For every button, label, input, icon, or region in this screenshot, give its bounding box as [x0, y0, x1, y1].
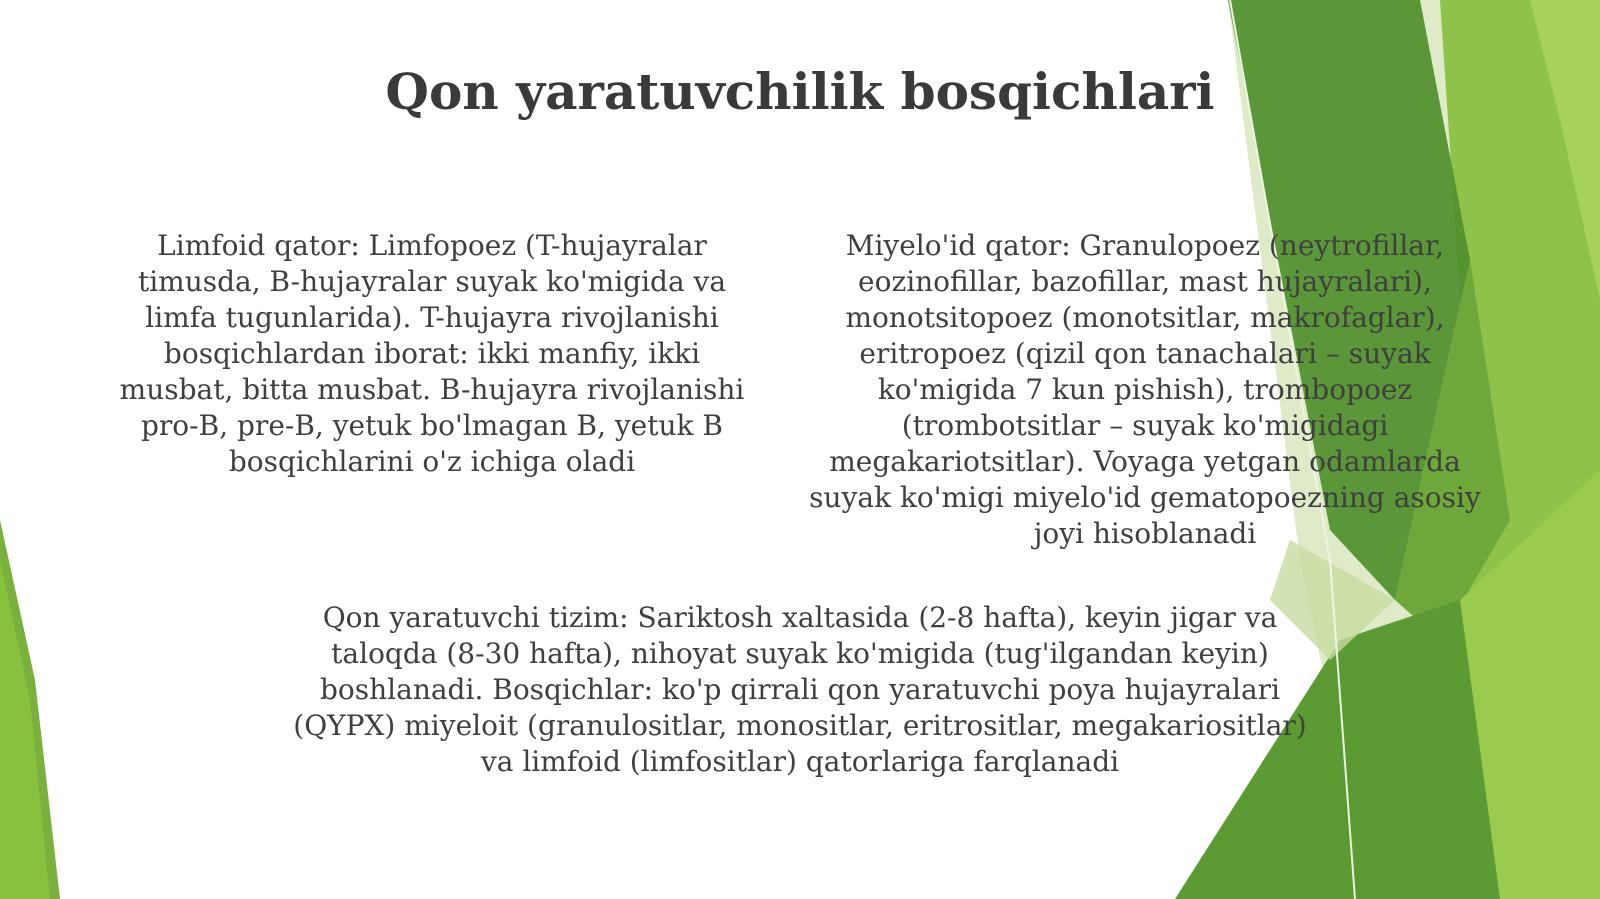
slide-title: Qon yaratuvchilik bosqichlari: [385, 62, 1215, 121]
myeloid-paragraph: Miyelo'id qator: Granulopoez (neytrofillar, eozinofillar, bazofillar, mast hujayralari), monotsitopoez (monotsitlar, makrofaglar), eritropoez (qizil qon tanachalari – suyak ko'migida 7 kun pishish), trombopoez (trombotsitlar – suyak ko'migidagi megakariotsitlar). Voyaga yetgan odamlarda suyak ko'migi miyelo'id gematopoezning asosiy joyi hisoblanadi: [809, 229, 1481, 550]
limfoid-paragraph: Limfoid qator: Limfopoez (T-hujayralar timusda, B-hujayralar suyak ko'migida va limfa tugunlarida). T-hujayra rivojlanishi bosqichlardan iborat: ikki manfiy, ikki musbat, bitta musbat. B-hujayra rivojlanishi pro-B, pre-B, yetuk bo'lmagan B, yetuk B bosqichlarini o'z ichiga oladi: [119, 229, 745, 478]
bg-facet-left-light: [0, 560, 50, 899]
hematopoietic-system-paragraph: Qon yaratuvchi tizim: Sariktosh xaltasida (2-8 hafta), keyin jigar va taloqda (8-30 hafta), nihoyat suyak ko'migida (tug'ilgandan keyin) boshlanadi. Bosqichlar: ko'p qirrali qon yaratuvchi poya hujayralari (QYPX) miyeloit (granulositlar, monositlar, eritrositlar, megakariositlar) va limfoid (limfositlar) qatorlariga farqlanadi: [293, 601, 1307, 778]
